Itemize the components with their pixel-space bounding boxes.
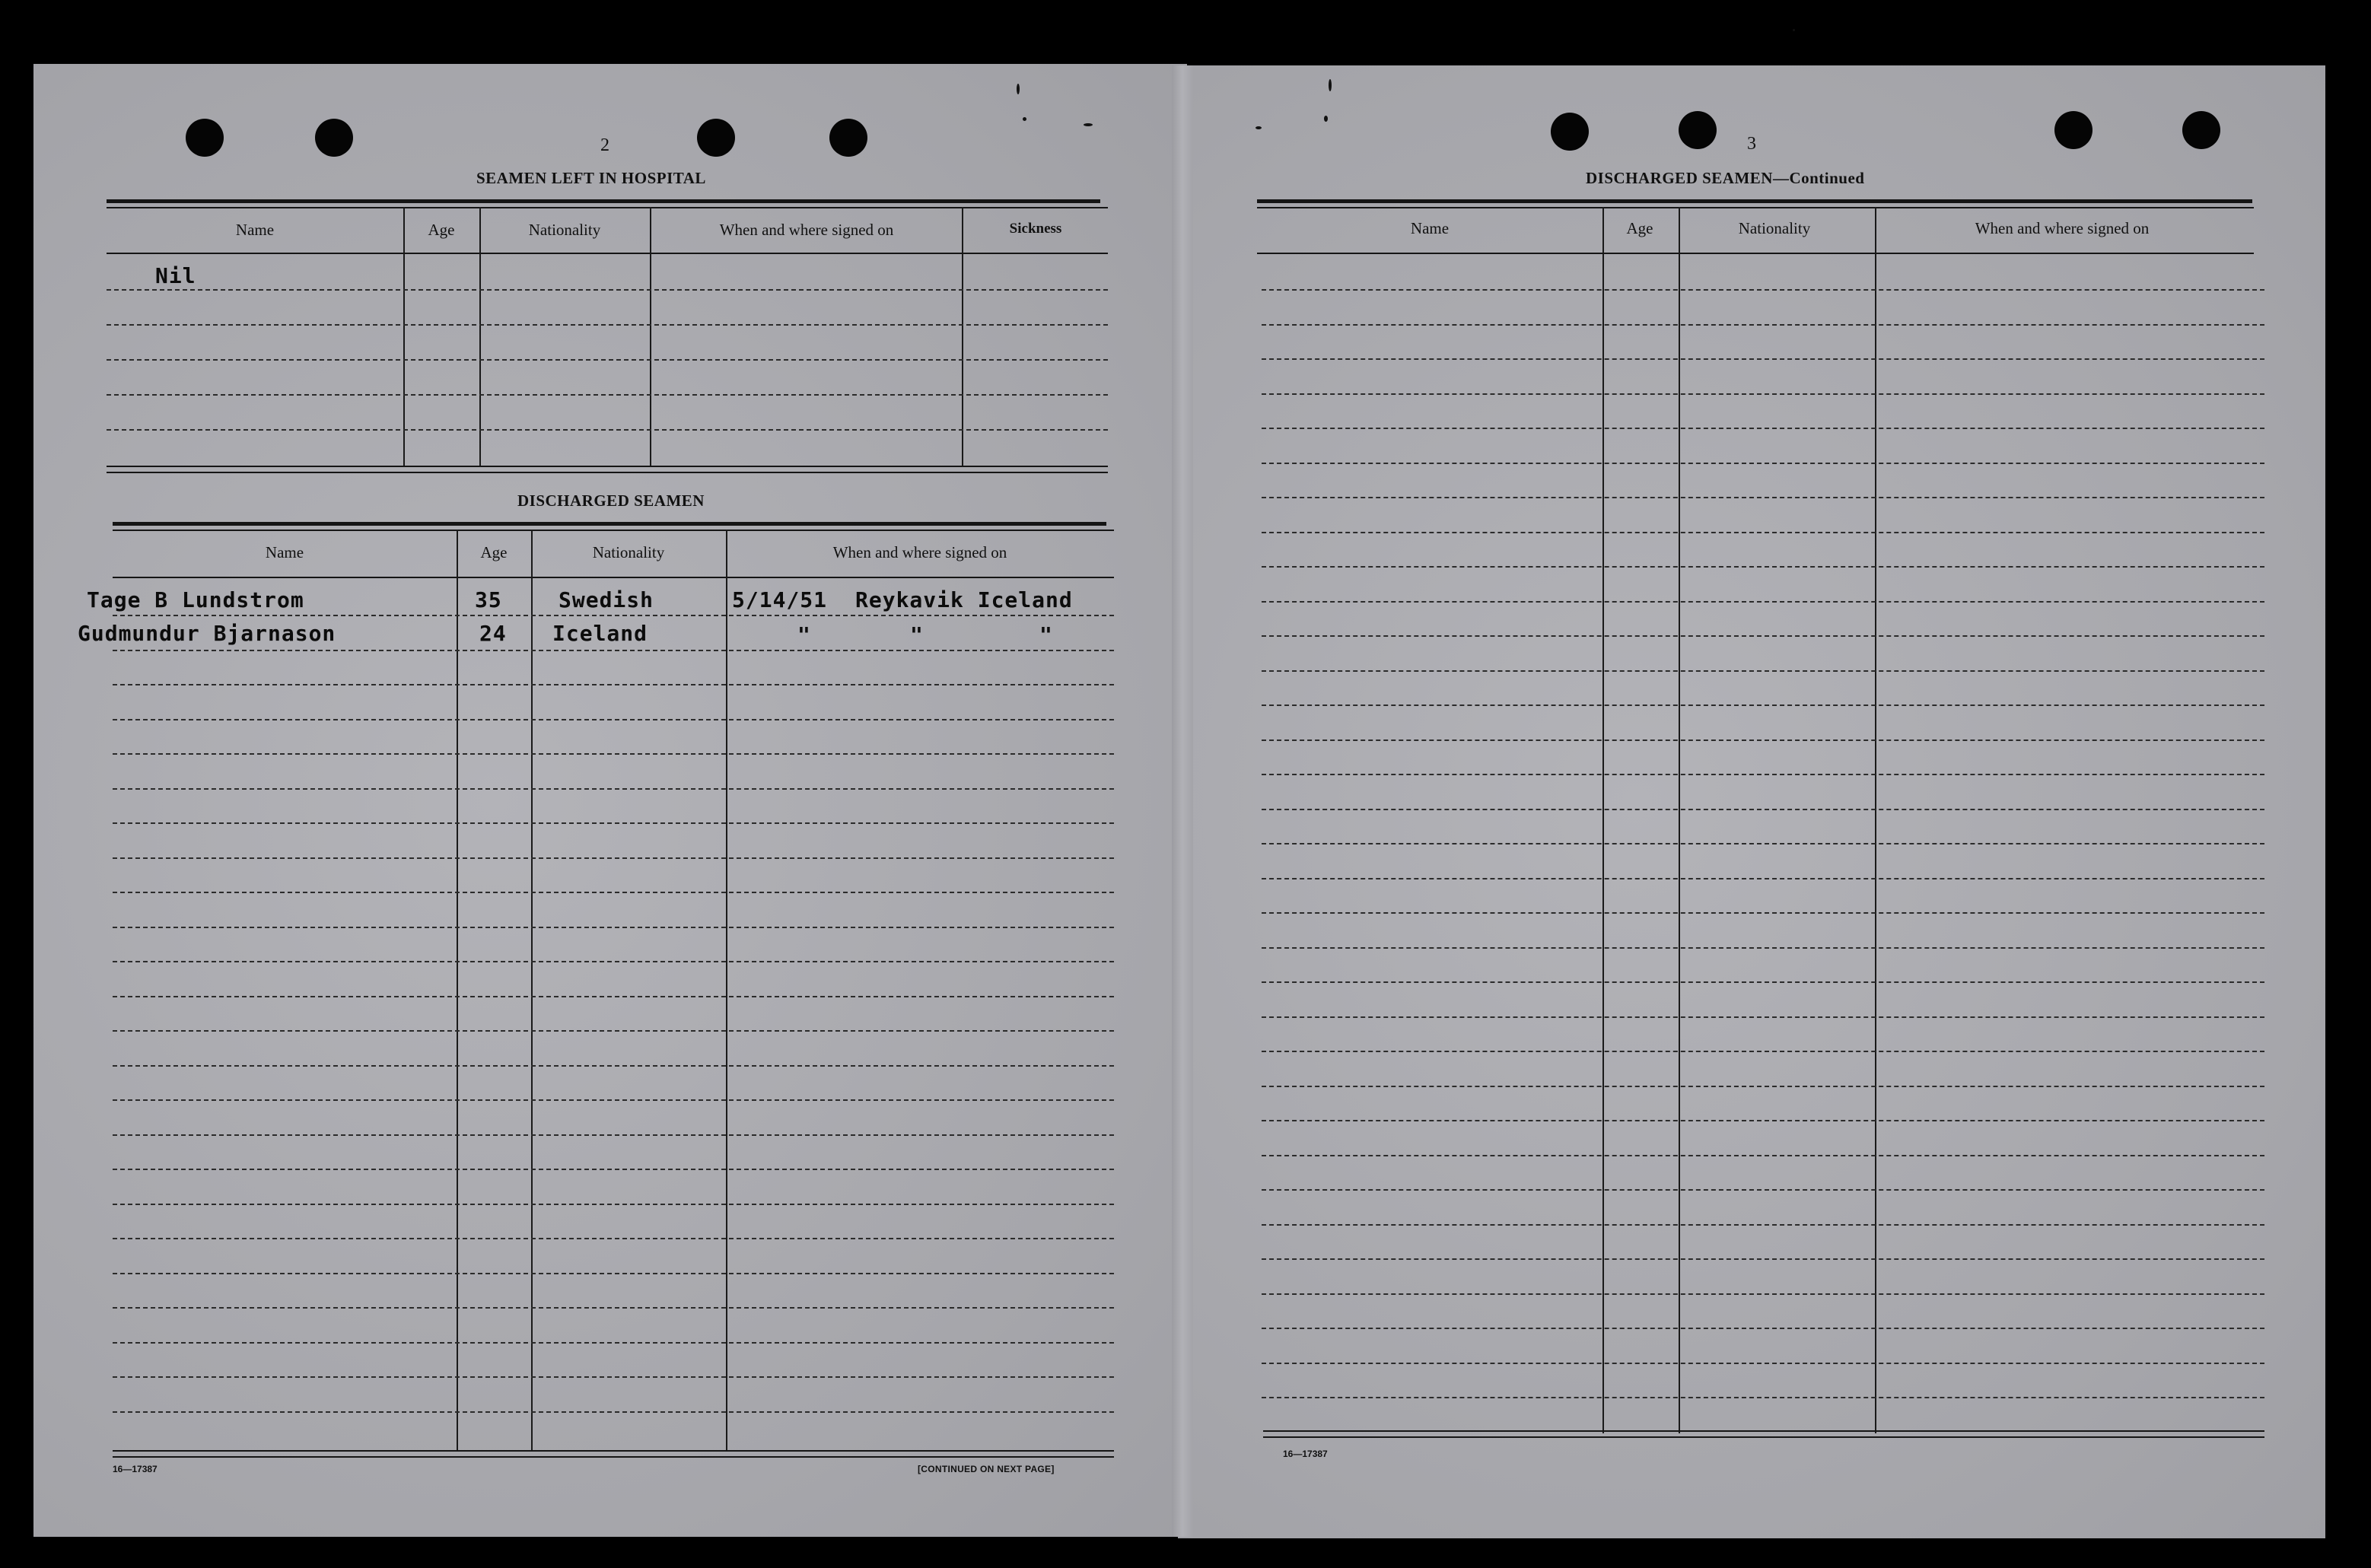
column-header-age: Age (428, 221, 455, 239)
table-row-line (107, 359, 1108, 361)
table-row-line (1262, 1328, 2264, 1329)
table-row-line (113, 1065, 1114, 1067)
table-row-line (113, 1307, 1114, 1309)
hospital-entry: Nil (155, 263, 196, 288)
table-row-line (113, 1134, 1114, 1136)
table-top-rule (1257, 207, 2254, 208)
column-header-name: Name (235, 221, 275, 239)
punch-hole (186, 119, 224, 157)
table-row-line (1262, 809, 2264, 810)
column-divider (531, 530, 533, 1452)
table-row-line (1262, 324, 2264, 326)
ink-speck (1023, 117, 1026, 121)
page-fold (1172, 65, 1193, 1537)
column-divider (962, 207, 963, 467)
punch-hole (2054, 111, 2093, 149)
ditto-mark: " (797, 622, 811, 647)
table-row-line (113, 650, 1114, 651)
ink-speck (1017, 84, 1020, 94)
table-row-line (1262, 393, 2264, 395)
punch-hole (1551, 113, 1589, 151)
punch-hole (2182, 111, 2220, 149)
table-row-line (1262, 1051, 2264, 1052)
discharged-continued-title: DISCHARGED SEAMEN—Continued (1586, 169, 1865, 187)
table-row-line (113, 857, 1114, 859)
table-top-rule (107, 199, 1100, 203)
page-number: 2 (600, 135, 609, 155)
table-row-line (1262, 1224, 2264, 1226)
punch-hole (315, 119, 353, 157)
table-row-line (1262, 1155, 2264, 1156)
table-row-line (1262, 1189, 2264, 1191)
table-row-line (1262, 532, 2264, 533)
table-row-line (113, 996, 1114, 997)
seaman-name: Gudmundur Bjarnason (78, 621, 336, 646)
table-row-line (113, 788, 1114, 790)
header-rule (113, 577, 1114, 578)
table-top-rule (107, 207, 1108, 208)
seaman-nationality: Iceland (552, 621, 648, 646)
ink-speck (1084, 123, 1093, 126)
signed-on-place: Reykavik Iceland (855, 587, 1073, 612)
right-page (1178, 65, 2325, 1538)
header-rule (1257, 253, 2254, 254)
table-row-line (113, 1099, 1114, 1101)
table-bottom-rule (1263, 1430, 2264, 1432)
seaman-name: Tage B Lundstrom (87, 587, 304, 612)
form-code: 16—17387 (1283, 1449, 1328, 1459)
table-row-line (113, 615, 1114, 616)
table-row-line (113, 961, 1114, 962)
seaman-nationality: Swedish (559, 587, 654, 612)
table-row-line (113, 684, 1114, 685)
table-row-line (1262, 1258, 2264, 1260)
table-row-line (107, 429, 1108, 431)
column-divider (1875, 207, 1876, 1433)
table-bottom-rule (107, 472, 1108, 473)
column-header-age: Age (1626, 219, 1653, 237)
continued-note: [CONTINUED ON NEXT PAGE] (918, 1464, 1055, 1474)
table-row-line (1262, 774, 2264, 775)
column-divider (479, 207, 481, 467)
table-row-line (1262, 601, 2264, 603)
column-divider (650, 207, 651, 467)
table-row-line (113, 1411, 1114, 1413)
table-row-line (1262, 635, 2264, 637)
table-row-line (1262, 1363, 2264, 1364)
column-header-age: Age (480, 543, 508, 561)
column-divider (1602, 207, 1604, 1433)
page-number: 3 (1747, 134, 1756, 154)
table-row-line (1262, 289, 2264, 291)
table-row-line (1262, 566, 2264, 568)
table-row-line (113, 1376, 1114, 1378)
ditto-mark: " (910, 622, 924, 647)
column-divider (1679, 207, 1680, 1433)
table-bottom-rule (113, 1456, 1114, 1458)
table-row-line (113, 1273, 1114, 1274)
column-header-nationality: Nationality (1738, 219, 1811, 237)
table-row-line (1262, 704, 2264, 706)
table-row-line (113, 892, 1114, 893)
table-row-line (107, 394, 1108, 396)
table-row-line (1262, 358, 2264, 360)
table-row-line (1262, 843, 2264, 844)
header-rule (107, 253, 1108, 254)
table-row-line (1262, 878, 2264, 879)
ink-speck (1324, 116, 1328, 122)
table-row-line (1262, 981, 2264, 983)
ink-speck (1256, 126, 1262, 129)
column-header-signed-on: When and where signed on (719, 221, 894, 239)
punch-hole (697, 119, 735, 157)
column-header-name: Name (265, 543, 304, 561)
form-code: 16—17387 (113, 1464, 158, 1474)
table-row-line (1262, 497, 2264, 498)
column-divider (403, 207, 405, 467)
table-row-line (113, 1238, 1114, 1239)
table-top-rule (113, 522, 1106, 526)
seaman-age: 24 (479, 621, 507, 646)
table-row-line (113, 719, 1114, 720)
column-divider (457, 530, 458, 1452)
column-header-nationality: Nationality (528, 221, 601, 239)
table-row-line (1262, 739, 2264, 741)
table-row-line (113, 1342, 1114, 1344)
table-row-line (107, 324, 1108, 326)
table-row-line (1262, 670, 2264, 672)
seaman-age: 35 (475, 587, 502, 612)
ditto-mark: " (1039, 622, 1053, 647)
table-row-line (1262, 1293, 2264, 1295)
table-row-line (1262, 1016, 2264, 1018)
table-row-line (1262, 912, 2264, 914)
table-row-line (113, 1169, 1114, 1170)
column-divider (726, 530, 727, 1452)
table-row-line (113, 927, 1114, 928)
discharged-section-title: DISCHARGED SEAMEN (517, 491, 705, 510)
table-row-line (1262, 947, 2264, 949)
table-top-rule (113, 530, 1114, 531)
column-header-nationality: Nationality (592, 543, 665, 561)
table-row-line (107, 289, 1108, 291)
punch-hole (829, 119, 867, 157)
left-page (33, 64, 1187, 1537)
table-top-rule (1257, 199, 2252, 203)
table-row-line (1262, 1086, 2264, 1087)
column-header-name: Name (1410, 219, 1450, 237)
punch-hole (1679, 111, 1717, 149)
table-row-line (113, 1204, 1114, 1205)
table-bottom-rule (1263, 1436, 2264, 1438)
table-row-line (1262, 1120, 2264, 1121)
signed-on-date: 5/14/51 (732, 587, 828, 612)
hospital-section-title: SEAMEN LEFT IN HOSPITAL (476, 169, 706, 187)
table-row-line (113, 822, 1114, 824)
ink-speck (1329, 79, 1332, 91)
table-row-line (113, 1030, 1114, 1032)
table-row-line (1262, 1397, 2264, 1398)
table-bottom-rule (113, 1450, 1114, 1452)
table-bottom-rule (107, 466, 1108, 467)
table-row-line (1262, 428, 2264, 429)
table-row-line (113, 753, 1114, 755)
table-row-line (1262, 463, 2264, 464)
ink-speck (1793, 29, 1795, 31)
column-header-signed-on: When and where signed on (832, 543, 1007, 561)
column-header-sickness: Sickness (1009, 221, 1062, 237)
column-header-signed-on: When and where signed on (1975, 219, 2150, 237)
